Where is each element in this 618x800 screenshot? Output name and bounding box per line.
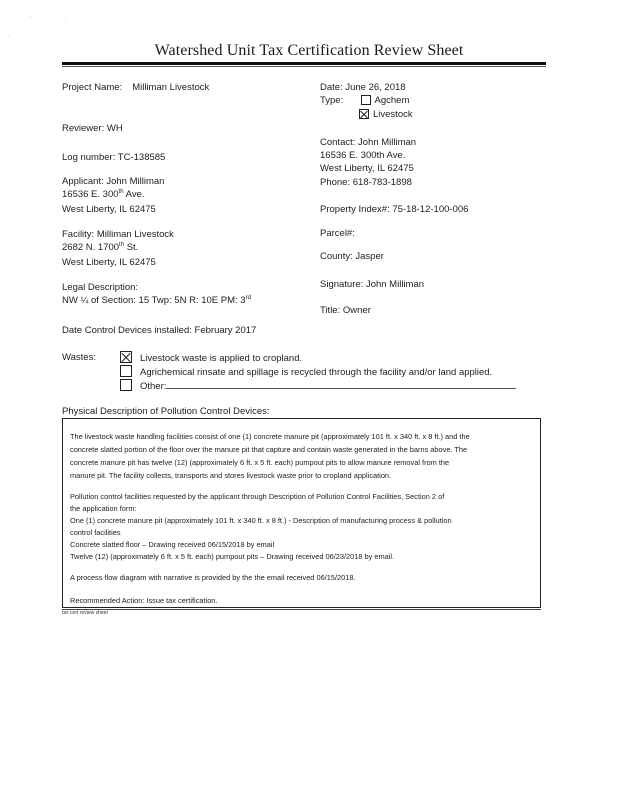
wastes-option-livestock	[120, 351, 302, 364]
footer-rule	[62, 609, 541, 610]
description-line: the application form:	[70, 504, 137, 513]
applicant-name: Applicant: John Milliman	[62, 176, 165, 187]
scan-speck: ·	[64, 16, 66, 22]
type-label: Type:	[320, 95, 344, 106]
title-rule	[62, 62, 546, 65]
page-title: Watershed Unit Tax Certification Review Sheet	[154, 42, 464, 59]
contact-city: West Liberty, IL 62475	[320, 163, 414, 174]
physical-description-heading	[62, 406, 270, 417]
legal-description-value	[62, 295, 251, 306]
facility-city: West Liberty, IL 62475	[62, 257, 156, 268]
signature: Signature: John Milliman	[320, 279, 425, 290]
recommended-action: Recommended Action: Issue tax certification.	[70, 596, 218, 605]
reviewer: Reviewer: WH	[62, 123, 123, 134]
county: County: Jasper	[320, 251, 384, 262]
wastes-option-agrichemical	[120, 365, 492, 378]
applicant-city: West Liberty, IL 62475	[62, 204, 156, 215]
legal-description-text: NW ¼ of Section: 15 Twp: 5N R: 10E PM: 3	[62, 295, 246, 307]
project-name-row	[62, 82, 209, 93]
wastes-other-checkbox[interactable]	[120, 379, 132, 391]
description-line: control facilities	[70, 528, 121, 537]
scan-speck: ·	[30, 14, 32, 20]
applicant-address-suffix: Ave.	[123, 189, 145, 201]
facility-address-text: 2682 N. 1700	[62, 242, 120, 254]
contact-phone: Phone: 618-783-1898	[320, 177, 412, 188]
wastes-agrichemical-label: Agrichemical rinsate and spillage is recycled through the facility and/or land applied.	[140, 367, 493, 378]
property-index: Property Index#: 75-18-12-100-006	[320, 204, 469, 215]
description-line: concrete slatted portion of the floor over the manure pit that capture and contain waste generated in the barns above. The	[70, 445, 468, 454]
parcel-number: Parcel#:	[320, 228, 355, 239]
facility-name: Facility: Milliman Livestock	[62, 229, 174, 240]
facility-address-suffix: St.	[124, 242, 139, 254]
facility-address-sup: th	[119, 242, 125, 248]
applicant-address-text: 16536 E. 300	[62, 189, 119, 201]
scan-speck: ·	[8, 34, 10, 40]
type-agchem-label: Agchem	[374, 95, 410, 106]
wastes-label: Wastes:	[62, 352, 96, 363]
description-line: A process flow diagram with narrative is provided by the the email received 06/15/2018.	[70, 573, 356, 582]
description-line: The livestock waste handling facilities consist of one (1) concrete manure pit (approximately 101 ft. x 340 ft. x 8 ft.) and the	[70, 432, 470, 441]
title-rule-thin	[62, 66, 546, 67]
type-row	[320, 95, 409, 106]
type-agchem-checkbox[interactable]	[361, 95, 371, 105]
project-name-label: Project Name:	[62, 82, 123, 93]
type-livestock-checkbox[interactable]	[359, 109, 369, 119]
description-line: manure pit. The facility collects, transports and stores livestock waste prior to cropland application.	[70, 471, 392, 480]
legal-description-label: Legal Description:	[62, 282, 139, 293]
description-line: concrete manure pit has twelve (12) (approximately 6 ft. x 5 ft. each) pumpout pits to allow manure removal from the	[70, 458, 450, 467]
applicant-address	[62, 189, 145, 200]
description-line: Twelve (12) (approximately 6 ft. x 5 ft. each) pumpout pits – Drawing received 06/23/2018 by email.	[70, 552, 395, 561]
date-control-devices-installed: Date Control Devices installed: February 2017	[62, 325, 257, 336]
physical-description-heading-text: Physical Description of Pollution Control Devices:	[62, 406, 270, 417]
type-livestock-row	[359, 109, 413, 120]
wastes-agrichemical-checkbox[interactable]	[120, 365, 132, 377]
type-livestock-label: Livestock	[373, 109, 413, 120]
description-line: Pollution control facilities requested by the applicant through Description of Pollution Control Facilities, Section 2 of	[70, 492, 445, 501]
log-number: Log number: TC-138585	[62, 152, 166, 163]
description-line: One (1) concrete manure pit (approximately 101 ft. x 340 ft. x 8 ft.) - Description of manufacturing process & pollution	[70, 516, 452, 525]
wastes-other-label: Other:	[140, 381, 167, 392]
footer-note: tax cert review sheet	[62, 610, 108, 616]
wastes-livestock-checkbox[interactable]	[120, 351, 132, 363]
contact-name: Contact: John Milliman	[320, 137, 417, 148]
description-line: Concrete slatted floor – Drawing received 06/15/2018 by email	[70, 540, 275, 549]
review-date: Date: June 26, 2018	[320, 82, 406, 93]
wastes-other-blank	[166, 379, 516, 389]
applicant-address-sup: th	[118, 189, 124, 195]
facility-address	[62, 242, 138, 253]
wastes-livestock-label: Livestock waste is applied to cropland.	[140, 353, 303, 364]
legal-description-sup: rd	[245, 295, 251, 301]
signer-title: Title: Owner	[320, 305, 371, 316]
contact-address: 16536 E. 300th Ave.	[320, 150, 406, 161]
wastes-option-other	[120, 379, 516, 392]
project-name-value: Milliman Livestock	[132, 82, 210, 93]
